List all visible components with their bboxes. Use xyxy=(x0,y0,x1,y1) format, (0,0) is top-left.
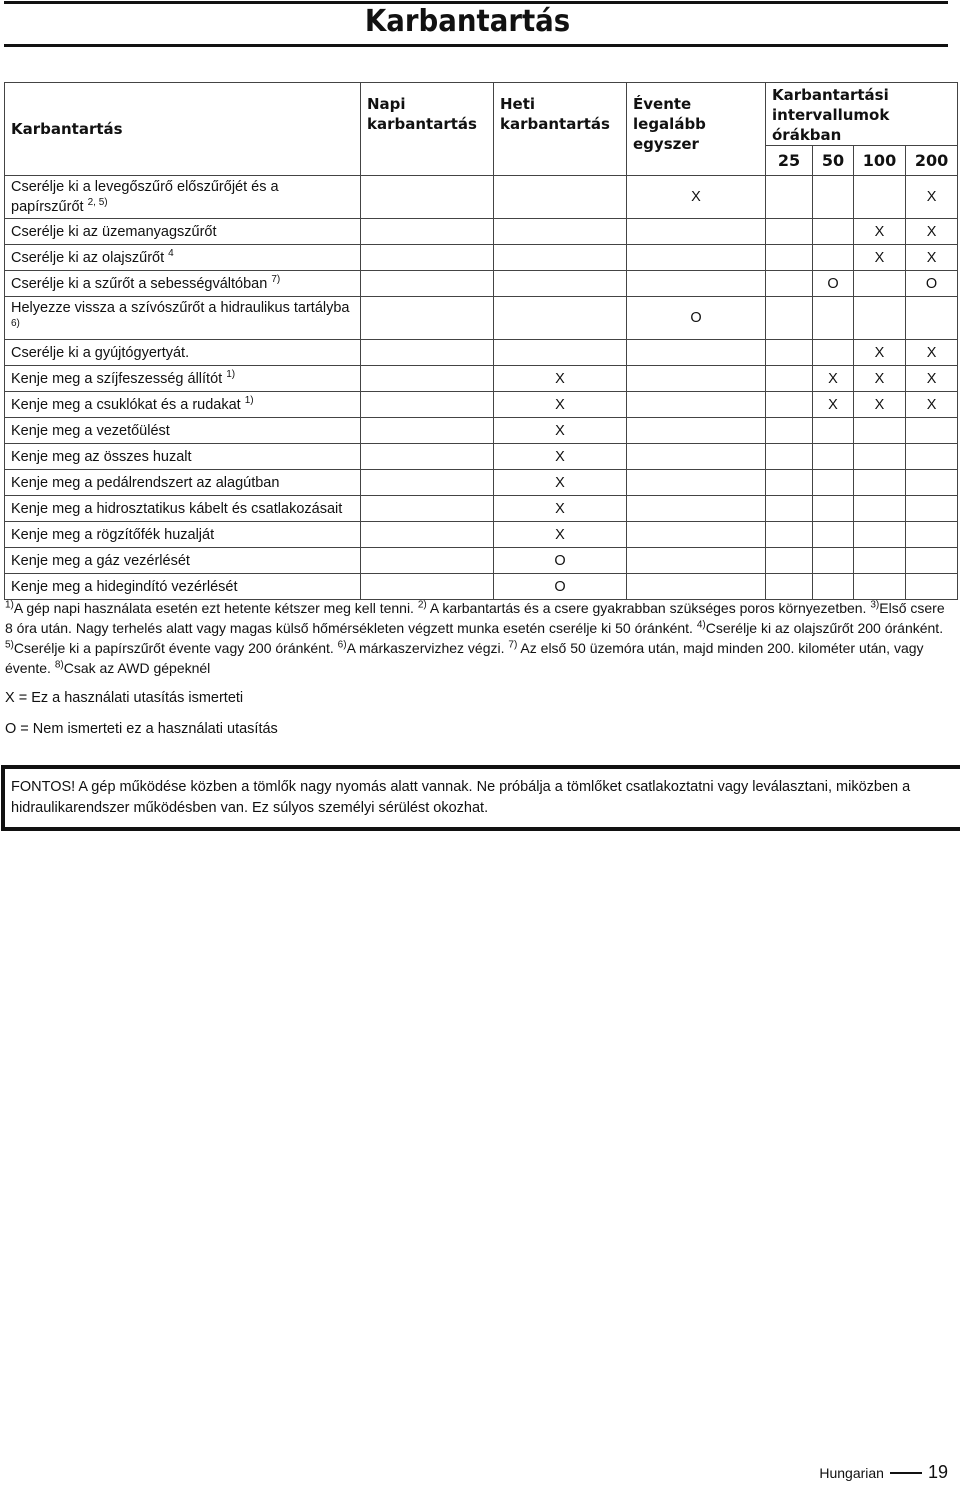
task-cell xyxy=(5,176,361,219)
table-row xyxy=(5,522,958,548)
mark-weekly: X xyxy=(494,496,627,522)
footnotes xyxy=(5,598,950,678)
mark-weekly: O xyxy=(494,574,627,600)
table-row xyxy=(5,444,958,470)
maintenance-table xyxy=(4,82,958,600)
footnote-number: 4) xyxy=(696,619,706,631)
mark-h50 xyxy=(813,418,854,444)
mark-weekly xyxy=(494,219,627,245)
mark-weekly xyxy=(494,176,627,219)
mark-h100 xyxy=(854,574,906,600)
mark-yearly xyxy=(627,574,766,600)
task-text: Kenje meg a vezetőülést xyxy=(11,422,170,439)
task-cell xyxy=(5,271,361,297)
mark-weekly: X xyxy=(494,470,627,496)
mark-h25 xyxy=(766,418,813,444)
mark-daily xyxy=(361,297,494,340)
header-interval: Karbantartási intervallumok órákban xyxy=(766,83,958,146)
mark-h50 xyxy=(813,522,854,548)
mark-h25 xyxy=(766,392,813,418)
footer-language: Hungarian xyxy=(819,1464,884,1481)
mark-h50 xyxy=(813,574,854,600)
legend-o: O = Nem ismerteti ez a használati utasítás xyxy=(5,721,278,737)
mark-h100 xyxy=(854,297,906,340)
footnote-text: A gép napi használata esetén ezt hetente kétszer meg kell tenni. xyxy=(13,600,418,616)
table-row xyxy=(5,271,958,297)
mark-h50: O xyxy=(813,271,854,297)
mark-h200: X xyxy=(906,340,958,366)
task-text: Cserélje ki a gyújtógyertyát. xyxy=(11,344,190,361)
footnote-number: 2) xyxy=(417,599,427,611)
task-cell xyxy=(5,219,361,245)
footnote-ref: 7) xyxy=(271,273,281,285)
task-text: Kenje meg a csuklókat és a rudakat xyxy=(11,396,241,413)
footnote-text: Cserélje ki az olajszűrőt 200 óránként. xyxy=(705,620,944,636)
mark-h200 xyxy=(906,496,958,522)
footnote-number: 5) xyxy=(5,639,14,651)
task-cell xyxy=(5,574,361,600)
mark-h50 xyxy=(813,470,854,496)
mark-h100: X xyxy=(854,245,906,271)
footnote-ref: 4 xyxy=(168,247,174,259)
task-text: Cserélje ki a levegőszűrő előszűrőjét és a papírszűrőt xyxy=(11,179,279,215)
mark-h50 xyxy=(813,340,854,366)
mark-h50 xyxy=(813,496,854,522)
mark-weekly xyxy=(494,297,627,340)
mark-weekly: O xyxy=(494,548,627,574)
mark-h25 xyxy=(766,245,813,271)
mark-daily xyxy=(361,366,494,392)
mark-h50 xyxy=(813,176,854,219)
footnote-text: Az első 50 üzemóra után, majd minden 200. kilométer után, vagy évente. xyxy=(5,640,924,676)
table-row xyxy=(5,392,958,418)
mark-daily xyxy=(361,392,494,418)
mark-weekly: X xyxy=(494,366,627,392)
page-number: 19 xyxy=(927,1462,948,1482)
mark-h25 xyxy=(766,444,813,470)
mark-yearly xyxy=(627,444,766,470)
footnote-ref: 6) xyxy=(11,318,20,330)
mark-h50: X xyxy=(813,392,854,418)
mark-h100 xyxy=(854,548,906,574)
task-text: Cserélje ki az üzemanyagszűrőt xyxy=(11,223,217,240)
mark-h25 xyxy=(766,366,813,392)
mark-h200: X xyxy=(906,176,958,219)
mark-h100 xyxy=(854,470,906,496)
task-cell xyxy=(5,444,361,470)
mark-yearly xyxy=(627,470,766,496)
mark-h100: X xyxy=(854,366,906,392)
mark-yearly: O xyxy=(627,297,766,340)
title-bottom-rule xyxy=(4,44,948,47)
table-row xyxy=(5,245,958,271)
task-cell xyxy=(5,470,361,496)
footnote-ref: 2, 5) xyxy=(87,197,108,209)
task-text: Kenje meg az összes huzalt xyxy=(11,448,192,465)
footnote-text: Cserélje ki a papírszűrőt évente vagy 200 óránként. xyxy=(13,640,338,656)
mark-h50 xyxy=(813,444,854,470)
footnote-number: 1) xyxy=(5,599,14,611)
table-row xyxy=(5,574,958,600)
footnote-ref: 1) xyxy=(226,368,236,380)
table-body xyxy=(5,176,958,600)
mark-daily xyxy=(361,340,494,366)
task-text: Kenje meg a rögzítőfék huzalját xyxy=(11,526,215,543)
page-title: Karbantartás xyxy=(364,4,570,39)
mark-h100 xyxy=(854,444,906,470)
task-text: Kenje meg a hidegindító vezérlését xyxy=(11,578,238,595)
mark-weekly xyxy=(494,245,627,271)
task-text: Kenje meg a pedálrendszert az alagútban xyxy=(11,474,280,491)
mark-yearly xyxy=(627,366,766,392)
mark-daily xyxy=(361,522,494,548)
mark-h200: O xyxy=(906,271,958,297)
mark-h25 xyxy=(766,548,813,574)
mark-yearly xyxy=(627,548,766,574)
mark-h200: X xyxy=(906,392,958,418)
task-cell xyxy=(5,548,361,574)
table-row xyxy=(5,176,958,219)
mark-h100 xyxy=(854,176,906,219)
task-cell xyxy=(5,392,361,418)
table-row xyxy=(5,340,958,366)
mark-daily xyxy=(361,470,494,496)
mark-weekly: X xyxy=(494,444,627,470)
mark-weekly: X xyxy=(494,418,627,444)
mark-daily xyxy=(361,574,494,600)
table-row xyxy=(5,219,958,245)
task-cell xyxy=(5,245,361,271)
mark-daily xyxy=(361,496,494,522)
mark-yearly xyxy=(627,245,766,271)
mark-weekly xyxy=(494,271,627,297)
mark-yearly xyxy=(627,418,766,444)
table-row xyxy=(5,496,958,522)
mark-daily xyxy=(361,176,494,219)
mark-h50 xyxy=(813,245,854,271)
mark-weekly xyxy=(494,340,627,366)
mark-h200 xyxy=(906,444,958,470)
mark-h200: X xyxy=(906,366,958,392)
task-text: Cserélje ki az olajszűrőt xyxy=(11,249,165,266)
task-text: Cserélje ki a szűrőt a sebességváltóban xyxy=(11,275,268,292)
table-row xyxy=(5,548,958,574)
mark-h200 xyxy=(906,470,958,496)
header-yearly: Évente legalább egyszer xyxy=(627,83,766,176)
task-cell xyxy=(5,366,361,392)
header-task: Karbantartás xyxy=(5,83,361,176)
legend-x: X = Ez a használati utasítás ismerteti xyxy=(5,690,244,706)
footnote-number: 3) xyxy=(870,599,880,611)
table-row xyxy=(5,470,958,496)
mark-h200 xyxy=(906,297,958,340)
mark-h100 xyxy=(854,418,906,444)
mark-h50 xyxy=(813,548,854,574)
mark-h200: X xyxy=(906,245,958,271)
mark-h50 xyxy=(813,297,854,340)
mark-h100: X xyxy=(854,340,906,366)
mark-daily xyxy=(361,245,494,271)
task-text: Kenje meg a gáz vezérlését xyxy=(11,552,190,569)
mark-h25 xyxy=(766,176,813,219)
mark-weekly: X xyxy=(494,522,627,548)
table-row xyxy=(5,366,958,392)
mark-h25 xyxy=(766,496,813,522)
mark-h100 xyxy=(854,271,906,297)
footnote-text: A karbantartás és a csere gyakrabban szükséges poros környezetben. xyxy=(426,600,871,616)
task-text: Helyezze vissza a szívószűrőt a hidraulikus tartályba xyxy=(11,300,350,316)
mark-h100 xyxy=(854,496,906,522)
mark-daily xyxy=(361,271,494,297)
header-hours-50: 50 xyxy=(813,146,854,176)
mark-yearly xyxy=(627,496,766,522)
footnote-ref: 1) xyxy=(244,394,254,406)
mark-h25 xyxy=(766,219,813,245)
mark-h25 xyxy=(766,470,813,496)
task-cell xyxy=(5,496,361,522)
footer-divider xyxy=(890,1472,922,1474)
mark-yearly xyxy=(627,271,766,297)
task-cell xyxy=(5,340,361,366)
footnote-number: 8) xyxy=(54,659,64,671)
mark-weekly: X xyxy=(494,392,627,418)
footnote-text: Első csere 8 óra után. Nagy terhelés alatt vagy magas külső hőmérsékleten végzett munka esetén cserélje ki 50 óránként. xyxy=(5,600,945,636)
mark-h25 xyxy=(766,574,813,600)
mark-daily xyxy=(361,219,494,245)
mark-h200 xyxy=(906,574,958,600)
header-hours-25: 25 xyxy=(766,146,813,176)
mark-h25 xyxy=(766,271,813,297)
header-hours-200: 200 xyxy=(906,146,958,176)
warning-box: FONTOS! A gép működése közben a tömlők nagy nyomás alatt vannak. Ne próbálja a tömlőket csatlakoztatni vagy leválasztani, miközben a hidraulikarendszer működésben van. Ez súlyos személyi sérülést okozhat. xyxy=(1,765,960,831)
table-row xyxy=(5,297,958,340)
task-cell xyxy=(5,522,361,548)
mark-h25 xyxy=(766,522,813,548)
footnote-number: 6) xyxy=(337,639,347,651)
mark-yearly: X xyxy=(627,176,766,219)
mark-h100: X xyxy=(854,219,906,245)
task-text: Kenje meg a szíjfeszesség állítót xyxy=(11,370,223,387)
mark-h200 xyxy=(906,522,958,548)
mark-h200: X xyxy=(906,219,958,245)
task-cell xyxy=(5,418,361,444)
header-daily: Napi karbantartás xyxy=(361,83,494,176)
mark-daily xyxy=(361,418,494,444)
footnote-text: A márkaszervizhez végzi. xyxy=(346,640,509,656)
mark-h50 xyxy=(813,219,854,245)
mark-yearly xyxy=(627,522,766,548)
task-cell xyxy=(5,297,361,340)
mark-h50: X xyxy=(813,366,854,392)
mark-h25 xyxy=(766,297,813,340)
header-weekly: Heti karbantartás xyxy=(494,83,627,176)
mark-h100: X xyxy=(854,392,906,418)
mark-daily xyxy=(361,548,494,574)
mark-yearly xyxy=(627,219,766,245)
footnote-number: 7) xyxy=(508,639,518,651)
header-hours-100: 100 xyxy=(854,146,906,176)
mark-yearly xyxy=(627,392,766,418)
mark-h200 xyxy=(906,548,958,574)
page-footer xyxy=(819,1462,948,1483)
task-text: Kenje meg a hidrosztatikus kábelt és csatlakozásait xyxy=(11,500,343,517)
mark-h25 xyxy=(766,340,813,366)
table-row xyxy=(5,418,958,444)
mark-h200 xyxy=(906,418,958,444)
mark-yearly xyxy=(627,340,766,366)
mark-daily xyxy=(361,444,494,470)
footnote-text: Csak az AWD gépeknél xyxy=(63,660,211,676)
mark-h100 xyxy=(854,522,906,548)
